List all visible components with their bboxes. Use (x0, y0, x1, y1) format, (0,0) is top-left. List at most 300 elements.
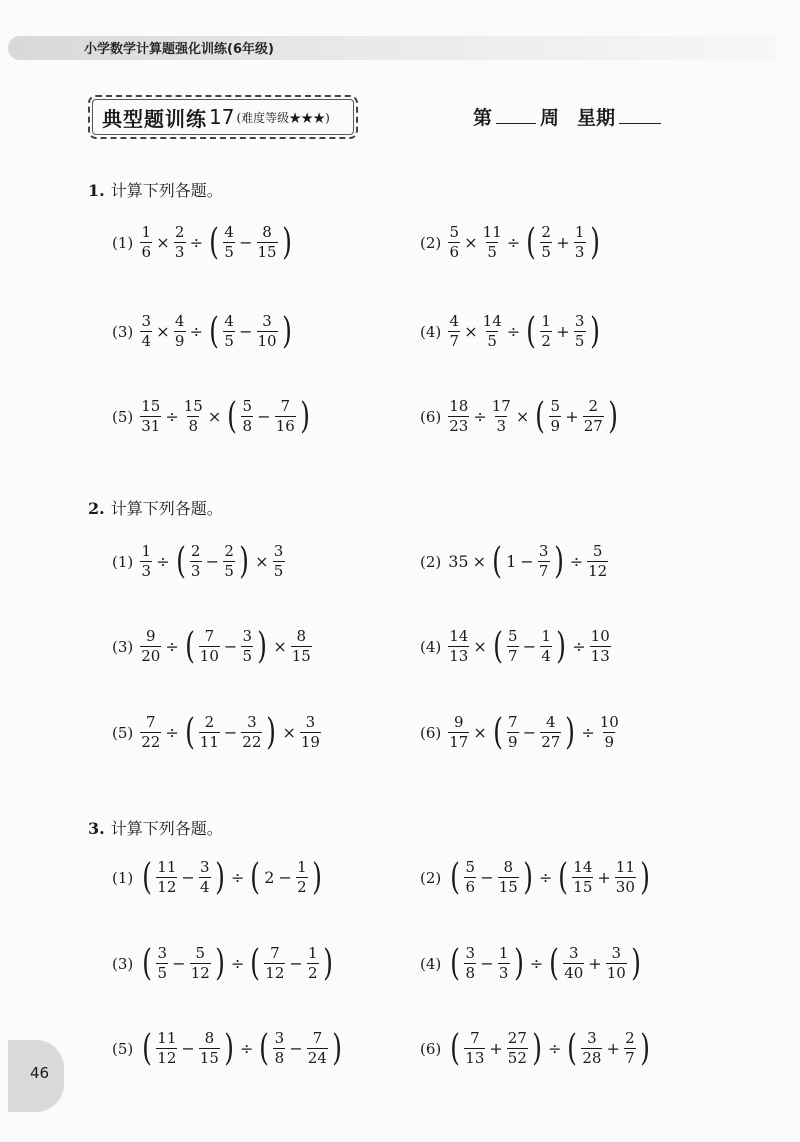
week-label: 周 (540, 107, 560, 129)
parenthesis: ) (214, 856, 225, 898)
fraction (199, 1030, 220, 1067)
parenthesis: ) (214, 942, 225, 984)
math-problem (112, 711, 322, 753)
fraction (199, 859, 211, 896)
denominator: 12 (265, 964, 285, 982)
denominator: 5 (273, 562, 284, 580)
math-problem (112, 221, 295, 263)
operator: ÷ (239, 1039, 254, 1058)
fraction (507, 628, 519, 665)
numerator: 18 (449, 397, 469, 415)
weekday-label: 星期 (577, 107, 616, 129)
math-problem (420, 540, 609, 582)
operator: + (588, 954, 602, 973)
parenthesis: ( (526, 221, 537, 263)
fraction (448, 714, 469, 751)
operator: − (172, 954, 186, 973)
fraction (241, 714, 262, 751)
parenthesis: ( (227, 395, 238, 437)
numerator: 17 (491, 397, 511, 415)
numerator: 3 (273, 542, 284, 560)
operator: − (480, 868, 494, 887)
numerator: 2 (190, 542, 201, 560)
denominator: 12 (190, 964, 210, 982)
fraction (257, 224, 278, 261)
numerator: 3 (305, 713, 316, 731)
denominator: 5 (487, 243, 497, 261)
operator: ÷ (538, 868, 553, 887)
problem-label: (3) (112, 322, 134, 341)
fraction (540, 313, 552, 350)
numerator: 8 (204, 1029, 215, 1047)
fraction (464, 859, 476, 896)
problem-label: (1) (112, 552, 134, 571)
fraction (540, 224, 552, 261)
fraction (540, 628, 552, 665)
math-problem (112, 856, 325, 898)
operator: ÷ (547, 1039, 562, 1058)
denominator: 5 (487, 332, 497, 350)
parenthesis: ( (526, 310, 537, 352)
denominator: 8 (274, 1049, 285, 1067)
denominator: 9 (508, 733, 518, 751)
exercise-title-box (88, 95, 358, 139)
operator: − (520, 552, 534, 571)
math-problem (420, 310, 603, 352)
fraction (140, 224, 152, 261)
parenthesis: ( (184, 711, 195, 753)
parenthesis: ) (639, 1027, 650, 1069)
operator: − (223, 723, 238, 742)
number: 2 (264, 868, 275, 887)
denominator: 10 (257, 332, 277, 350)
operator: × (472, 552, 487, 571)
operator: × (473, 637, 487, 656)
denominator: 5 (242, 647, 253, 665)
math-problem (420, 1027, 653, 1069)
denominator: 10 (606, 964, 626, 982)
numerator: 7 (470, 1029, 480, 1047)
denominator: 15 (291, 647, 311, 665)
fraction (257, 313, 278, 350)
numerator: 4 (224, 312, 234, 330)
denominator: 13 (449, 647, 469, 665)
problem-label: (2) (420, 868, 442, 887)
numerator: 5 (508, 627, 518, 645)
numerator: 1 (308, 944, 318, 962)
section-1-title (88, 178, 223, 201)
operator: ÷ (569, 552, 584, 571)
operator: + (606, 1039, 620, 1058)
parenthesis: ( (450, 1027, 461, 1069)
book-title: 小学数学计算题强化训练(6年级) (84, 42, 274, 57)
numerator: 8 (503, 858, 514, 876)
numerator: 3 (200, 858, 210, 876)
denominator: 3 (141, 562, 152, 580)
parenthesis: ( (250, 942, 261, 984)
operator: ÷ (156, 552, 170, 571)
denominator: 6 (465, 878, 476, 896)
section-instruction: 计算下列各题。 (110, 499, 223, 518)
denominator: 22 (242, 733, 262, 751)
numerator: 9 (454, 713, 464, 731)
fraction (587, 543, 608, 580)
fraction (615, 859, 636, 896)
number: 35 (448, 552, 469, 571)
problem-label: (4) (420, 637, 442, 656)
section-3-title (88, 816, 223, 839)
parenthesis: ( (175, 540, 186, 582)
numerator: 3 (262, 312, 272, 330)
parenthesis: ) (607, 395, 618, 437)
parenthesis: ( (549, 942, 560, 984)
operator: − (181, 868, 195, 887)
problem-label: (2) (420, 552, 442, 571)
parenthesis: ) (331, 1027, 342, 1069)
numerator: 1 (541, 627, 551, 645)
parenthesis: ( (142, 856, 153, 898)
fraction (140, 543, 152, 580)
numerator: 7 (270, 944, 280, 962)
numerator: 14 (573, 858, 593, 876)
denominator: 3 (498, 964, 509, 982)
denominator: 3 (496, 417, 507, 435)
parenthesis: ( (492, 711, 503, 753)
numerator: 5 (465, 858, 476, 876)
fraction (199, 628, 220, 665)
numerator: 7 (204, 627, 215, 645)
denominator: 4 (541, 647, 551, 665)
math-problem (420, 711, 621, 753)
fraction (448, 628, 469, 665)
denominator: 15 (573, 878, 593, 896)
operator: ÷ (165, 637, 179, 656)
denominator: 4 (200, 878, 210, 896)
fraction (448, 398, 469, 435)
week-blank[interactable] (496, 105, 536, 124)
operator: ÷ (529, 954, 544, 973)
fraction (498, 945, 510, 982)
problem-label: (4) (420, 954, 442, 973)
numerator: 3 (274, 1029, 285, 1047)
problem-label: (5) (112, 1039, 134, 1058)
problem-label: (1) (112, 233, 134, 252)
parenthesis: ( (450, 856, 461, 898)
numerator: 3 (141, 312, 152, 330)
operator: × (207, 407, 222, 426)
operator: × (464, 322, 478, 341)
fraction (583, 398, 604, 435)
operator: + (556, 322, 570, 341)
fraction (190, 543, 202, 580)
problem-label: (3) (112, 954, 134, 973)
denominator: 3 (574, 243, 585, 261)
operator: ÷ (572, 637, 586, 656)
numerator: 2 (174, 223, 185, 241)
denominator: 40 (564, 964, 584, 982)
operator: ÷ (189, 233, 204, 252)
operator: ÷ (473, 407, 487, 426)
operator: + (489, 1039, 503, 1058)
operator: − (522, 723, 537, 742)
numerator: 3 (574, 312, 585, 330)
problem-label: (6) (420, 1039, 442, 1058)
numerator: 4 (174, 312, 185, 330)
numerator: 5 (242, 397, 253, 415)
operator: + (597, 868, 611, 887)
operator: − (289, 1039, 303, 1058)
parenthesis: ) (281, 221, 292, 263)
numerator: 7 (280, 397, 291, 415)
operator: − (239, 233, 253, 252)
operator: × (473, 723, 487, 742)
parenthesis: ( (209, 221, 220, 263)
section-number: 2. (88, 499, 105, 518)
fraction (140, 313, 152, 350)
numerator: 11 (157, 858, 177, 876)
parenthesis: ( (209, 310, 220, 352)
numerator: 3 (247, 713, 257, 731)
parenthesis: ( (259, 1027, 270, 1069)
fraction (307, 945, 319, 982)
math-problem (112, 625, 313, 667)
numerator: 2 (224, 542, 234, 560)
fraction (563, 945, 584, 982)
operator: − (239, 322, 253, 341)
exercise-title: 典型题训练 (102, 106, 207, 131)
parenthesis: ) (589, 310, 600, 352)
operator: × (156, 322, 170, 341)
fraction (140, 398, 161, 435)
operator: − (257, 407, 271, 426)
operator: × (282, 723, 296, 742)
numerator: 14 (482, 312, 502, 330)
operator: + (565, 407, 579, 426)
parenthesis: ) (553, 540, 564, 582)
denominator: 20 (141, 647, 161, 665)
operator: − (522, 637, 537, 656)
fraction (223, 313, 235, 350)
operator: × (273, 637, 287, 656)
fraction (296, 859, 308, 896)
fraction (574, 224, 586, 261)
fraction (174, 313, 186, 350)
fraction (491, 398, 512, 435)
denominator: 12 (588, 562, 608, 580)
denominator: 9 (604, 733, 615, 751)
problem-label: (5) (112, 407, 134, 426)
numerator: 27 (507, 1029, 527, 1047)
operator: × (464, 233, 478, 252)
numerator: 7 (312, 1029, 323, 1047)
denominator: 13 (590, 647, 610, 665)
denominator: 6 (449, 243, 460, 261)
fraction (538, 543, 550, 580)
denominator: 27 (541, 733, 561, 751)
math-problem (420, 221, 603, 263)
parenthesis: ) (565, 711, 576, 753)
number: 1 (506, 552, 517, 571)
denominator: 9 (550, 417, 561, 435)
fraction (507, 714, 519, 751)
section-instruction: 计算下列各题。 (110, 181, 223, 200)
operator: − (480, 954, 494, 973)
math-problem (112, 540, 286, 582)
denominator: 7 (538, 562, 549, 580)
math-problem (420, 395, 621, 437)
denominator: 15 (199, 1049, 219, 1067)
numerator: 4 (449, 312, 460, 330)
operator: − (289, 954, 303, 973)
fraction (606, 945, 627, 982)
numerator: 8 (262, 223, 272, 241)
operator: − (223, 637, 238, 656)
operator: ÷ (506, 322, 521, 341)
section-number: 3. (88, 819, 105, 838)
parenthesis: ) (513, 942, 524, 984)
numerator: 9 (146, 627, 156, 645)
numerator: 5 (195, 944, 206, 962)
parenthesis: ( (250, 856, 261, 898)
denominator: 15 (498, 878, 518, 896)
denominator: 4 (141, 332, 152, 350)
problem-label: (6) (420, 407, 442, 426)
parenthesis: ) (281, 310, 292, 352)
denominator: 10 (199, 647, 219, 665)
numerator: 1 (141, 223, 152, 241)
numerator: 4 (545, 713, 556, 731)
denominator: 5 (224, 332, 234, 350)
numerator: 3 (611, 944, 622, 962)
section-instruction: 计算下列各题。 (110, 819, 223, 838)
numerator: 4 (224, 223, 234, 241)
operator: − (181, 1039, 195, 1058)
parenthesis: ) (239, 540, 250, 582)
denominator: 24 (307, 1049, 327, 1067)
parenthesis: ( (492, 625, 503, 667)
parenthesis: ) (589, 221, 600, 263)
numerator: 14 (449, 627, 469, 645)
denominator: 23 (449, 417, 469, 435)
problem-label: (3) (112, 637, 134, 656)
denominator: 7 (449, 332, 460, 350)
denominator: 15 (257, 243, 277, 261)
denominator: 27 (583, 417, 603, 435)
fraction (549, 398, 561, 435)
fraction (300, 714, 321, 751)
numerator: 10 (599, 713, 619, 731)
math-problem (112, 395, 313, 437)
parenthesis: ( (558, 856, 569, 898)
week-prefix: 第 (473, 107, 493, 129)
problem-label: (2) (420, 233, 442, 252)
math-problem (420, 856, 653, 898)
fraction (498, 859, 519, 896)
fraction (448, 224, 460, 261)
numerator: 1 (541, 312, 551, 330)
fraction (264, 945, 285, 982)
fraction (273, 1030, 285, 1067)
parenthesis: ) (311, 856, 322, 898)
denominator: 12 (157, 878, 177, 896)
parenthesis: ) (322, 942, 333, 984)
denominator: 7 (508, 647, 518, 665)
denominator: 16 (275, 417, 295, 435)
numerator: 3 (538, 542, 549, 560)
denominator: 22 (141, 733, 161, 751)
numerator: 11 (482, 223, 502, 241)
numerator: 15 (183, 397, 203, 415)
numerator: 2 (204, 713, 215, 731)
problem-label: (4) (420, 322, 442, 341)
fraction (507, 1030, 528, 1067)
numerator: 2 (625, 1029, 635, 1047)
denominator: 9 (174, 332, 185, 350)
operator: ÷ (581, 723, 595, 742)
fraction (581, 1030, 602, 1067)
fraction (574, 313, 586, 350)
denominator: 3 (174, 243, 185, 261)
fraction (624, 1030, 636, 1067)
denominator: 30 (615, 878, 635, 896)
denominator: 8 (465, 964, 476, 982)
fraction (140, 714, 161, 751)
denominator: 17 (449, 733, 469, 751)
denominator: 13 (465, 1049, 485, 1067)
fraction (482, 313, 503, 350)
operator: ÷ (189, 322, 204, 341)
denominator: 5 (157, 964, 168, 982)
fraction (156, 1030, 177, 1067)
numerator: 1 (574, 223, 585, 241)
numerator: 8 (296, 627, 307, 645)
denominator: 2 (308, 964, 318, 982)
fraction (540, 714, 561, 751)
fraction (273, 543, 285, 580)
math-problem (420, 625, 612, 667)
fraction (241, 628, 253, 665)
denominator: 8 (188, 417, 199, 435)
numerator: 10 (590, 627, 610, 645)
weekday-blank[interactable] (619, 105, 661, 124)
section-number: 1. (88, 181, 105, 200)
numerator: 5 (449, 223, 460, 241)
numerator: 1 (498, 944, 509, 962)
denominator: 2 (541, 332, 551, 350)
problem-label: (6) (420, 723, 442, 742)
operator: ÷ (230, 868, 245, 887)
problem-label: (1) (112, 868, 134, 887)
parenthesis: ) (266, 711, 277, 753)
numerator: 3 (568, 944, 579, 962)
parenthesis: ) (522, 856, 533, 898)
fraction (572, 859, 593, 896)
operator: ÷ (165, 407, 179, 426)
fraction (307, 1030, 328, 1067)
difficulty-level: (难度等级★★★) (236, 110, 330, 125)
math-problem (420, 942, 644, 984)
denominator: 5 (224, 562, 234, 580)
fraction (190, 945, 211, 982)
numerator: 5 (550, 397, 561, 415)
fraction (590, 628, 611, 665)
denominator: 19 (300, 733, 320, 751)
numerator: 3 (587, 1029, 597, 1047)
fraction (448, 313, 460, 350)
parenthesis: ) (223, 1027, 234, 1069)
parenthesis: ( (567, 1027, 578, 1069)
numerator: 3 (465, 944, 476, 962)
